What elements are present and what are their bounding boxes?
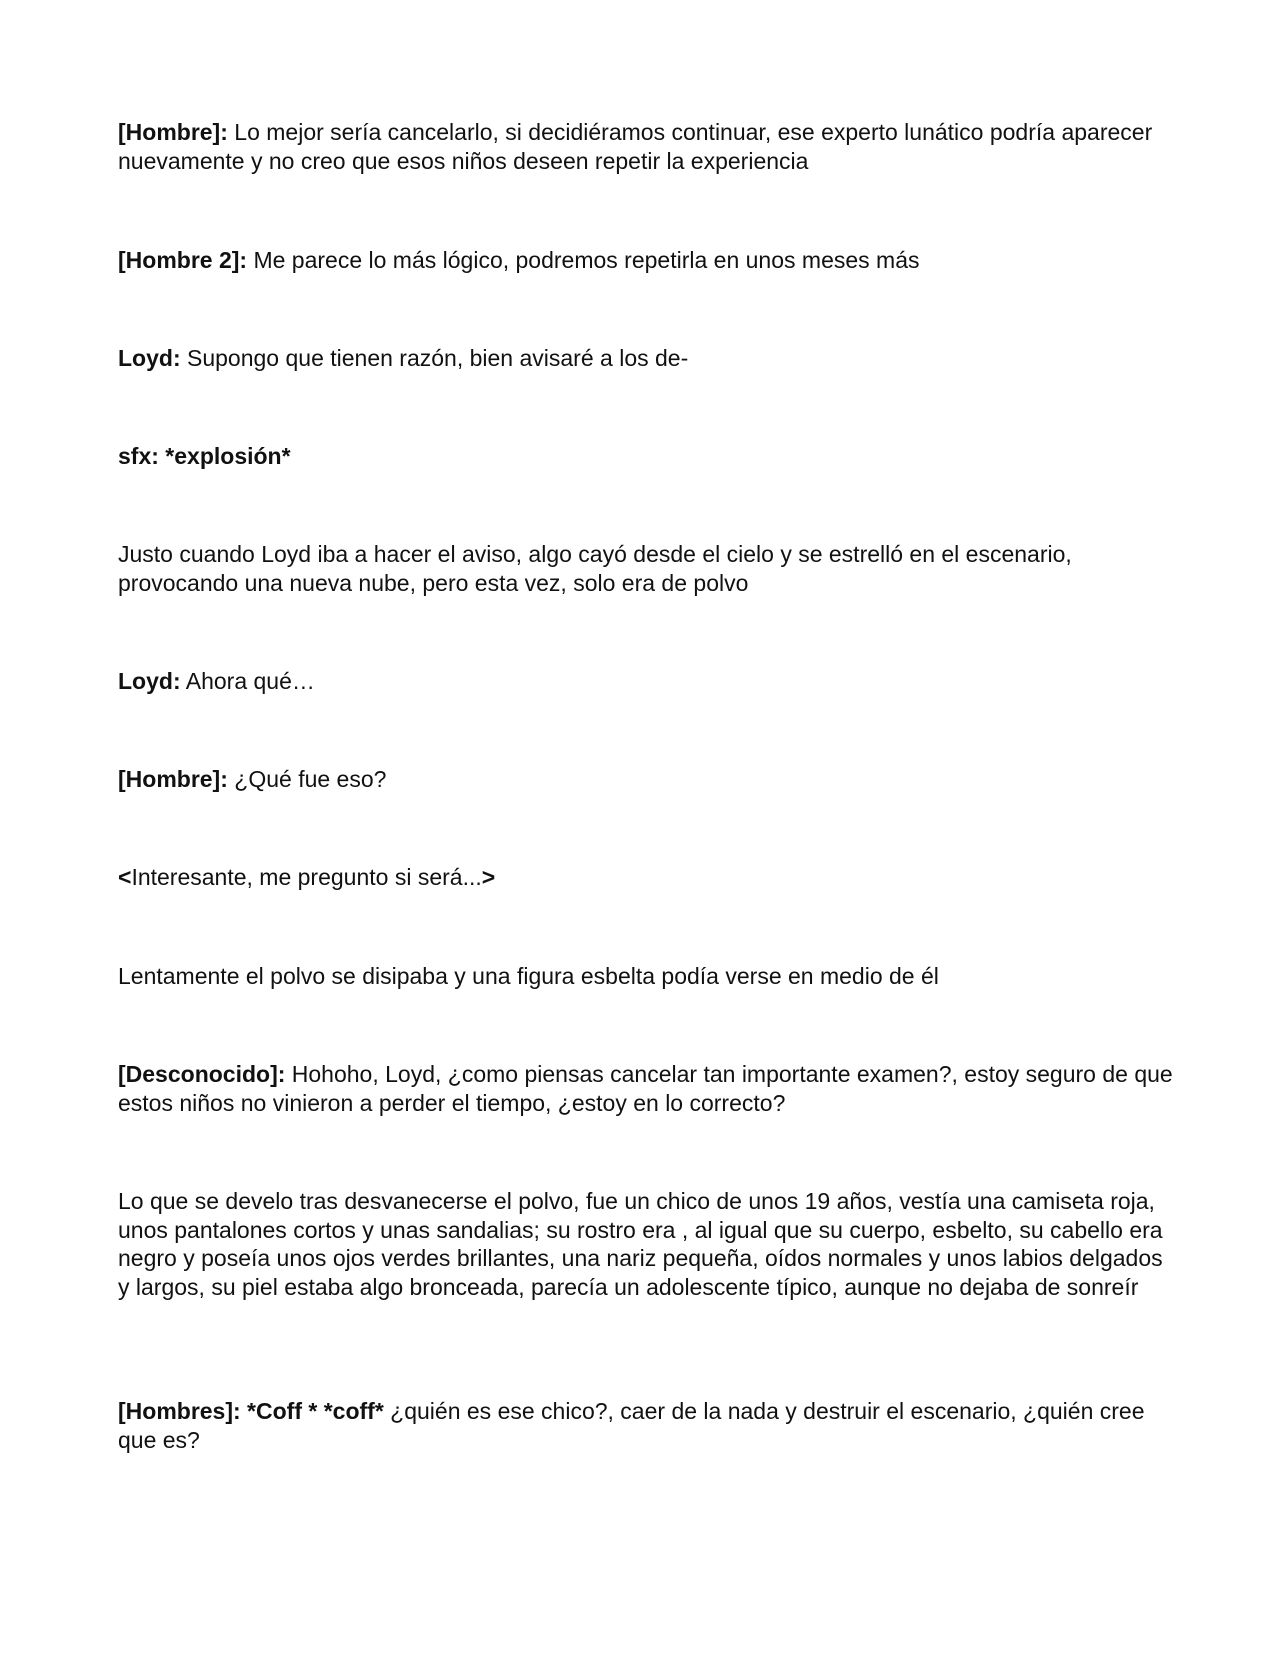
dialogue-paragraph (118, 344, 1178, 373)
dialogue-paragraph (118, 1060, 1178, 1117)
speaker-label: [Hombre 2]: (118, 247, 248, 273)
narration-paragraph (118, 1187, 1178, 1301)
sound-effect-label: sfx: *explosión* (118, 443, 291, 469)
narration-paragraph (118, 540, 1178, 597)
sound-effect-line (118, 442, 1178, 471)
narration-text: Lentamente el polvo se disipaba y una figura esbelta podía verse en medio de él (118, 963, 939, 989)
speaker-label: Loyd: (118, 668, 181, 694)
speaker-label: Loyd: (118, 345, 181, 371)
dialogue-text: Supongo que tienen razón, bien avisaré a los de- (187, 345, 689, 371)
dialogue-text: Ahora qué… (185, 668, 315, 694)
dialogue-text: Me parece lo más lógico, podremos repetirla en unos meses más (253, 247, 920, 273)
dialogue-paragraph (118, 118, 1178, 175)
speaker-label: [Hombres]: *Coff * *coff* (118, 1398, 384, 1424)
speaker-label: [Hombre]: (118, 119, 228, 145)
thought-close-mark: > (481, 864, 496, 890)
dialogue-text: Lo mejor sería cancelarlo, si decidiéramos continuar, ese experto lunático podría aparecer nuevamente y no creo que esos niños deseen repetir la experiencia (118, 119, 1153, 174)
speaker-label: [Desconocido]: (118, 1061, 286, 1087)
thought-paragraph (118, 863, 1178, 892)
narration-text: Justo cuando Loyd iba a hacer el aviso, algo cayó desde el cielo y se estrelló en el escenario, provocando una nueva nube, pero esta vez, solo era de polvo (118, 541, 1072, 596)
dialogue-paragraph (118, 246, 1178, 275)
dialogue-text: ¿quién es ese chico?, caer de la nada y destruir el escenario, ¿quién cree que es? (118, 1398, 1145, 1453)
dialogue-text: ¿Qué fue eso? (234, 766, 387, 792)
dialogue-paragraph (118, 1397, 1178, 1454)
dialogue-paragraph (118, 765, 1178, 794)
narration-paragraph (118, 962, 1178, 991)
dialogue-text: Hohoho, Loyd, ¿como piensas cancelar tan importante examen?, estoy seguro de que estos niños no vinieron a perder el tiempo, ¿estoy en lo correcto? (118, 1061, 1173, 1116)
thought-open-mark: < (118, 864, 132, 890)
thought-text: Interesante, me pregunto si será... (131, 864, 482, 890)
dialogue-paragraph (118, 667, 1178, 696)
speaker-label: [Hombre]: (118, 766, 228, 792)
narration-text: Lo que se develo tras desvanecerse el polvo, fue un chico de unos 19 años, vestía una camiseta roja, unos pantalones cortos y unas sandalias; su rostro era , al igual que su cuerpo, esbelto, su cabello era negro y poseía unos ojos verdes brillantes, una nariz pequeña, oídos normales y unos labios delgados y largos, su piel estaba algo bronceada, parecía un adolescente típico, aunque no dejaba de sonreír (118, 1188, 1163, 1300)
